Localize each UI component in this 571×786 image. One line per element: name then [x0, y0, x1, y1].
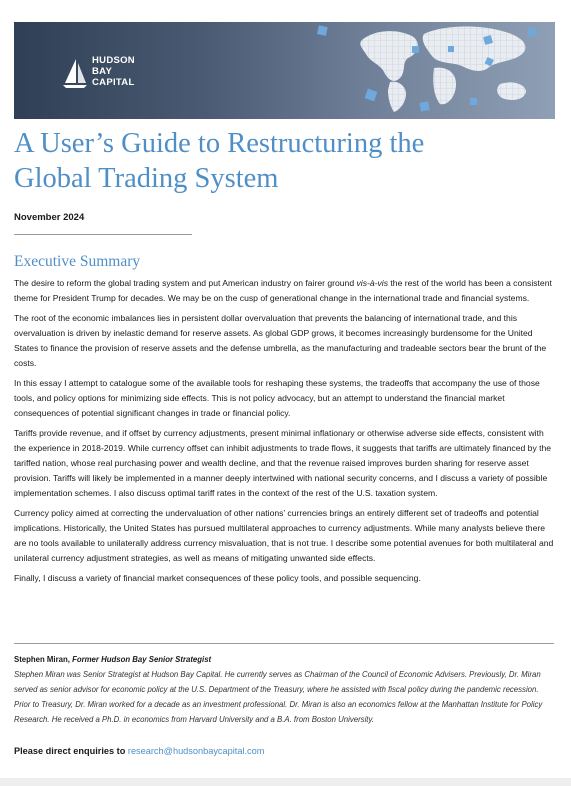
section-heading: Executive Summary	[14, 253, 141, 270]
document-title: A User’s Guide to Restructuring the Global Trading System	[14, 128, 425, 194]
paragraph-1-italic: vis-à-vis	[356, 278, 389, 288]
executive-summary-body	[14, 276, 555, 591]
page-bottom-band	[0, 778, 571, 786]
author-bio: Stephen Miran was Senior Strategist at Hudson Bay Capital. He currently serves as Chairman of the Council of Economic Advisers. Previously, Dr. Miran served as senior advisor for economic policy at the U.S. Department of the Treasury, where he assisted with fiscal policy during the pandemic recession. Prior to Treasury, Dr. Miran worked for a decade as an investment professional. Dr. Miran is also an economics fellow at the Manhattan Institute for Policy Research. He received a Ph.D. in economics from Harvard University and a B.A. from Boston University.	[14, 670, 543, 724]
paragraph-1-text-b: the rest of the world has been a consistent theme for President Trump for decades. We may be on the cusp of generational change in the international trade and financial systems.	[14, 278, 552, 303]
logo-wordmark	[92, 55, 135, 88]
logo-line-2: BAY	[92, 66, 113, 77]
author-block	[14, 652, 555, 727]
paragraph-4: Tariffs provide revenue, and if offset by currency adjustments, present minimal inflationary or otherwise adverse side effects, consistent with the experience in 2018-2019. While currency offset can inhibit adjustments to trade flows, it suggests that tariffs are ultimately financed by the tariffed nation, whose real purchasing power and wealth decline, and that the revenue raised improves burden sharing for reserve asset provision. Tariffs will likely be implemented in a manner deeply intertwined with national security concerns, and I discuss a variety of possible implementation schemes. I also discuss optimal tariff rates in the context of the rest of the U.S. taxation system.	[14, 428, 552, 498]
author-role: Former Hudson Bay Senior Strategist	[72, 655, 212, 664]
paragraph-1	[14, 276, 555, 306]
sailboat-logo-icon	[62, 57, 88, 89]
email-link[interactable]: research@hudsonbaycapital.com	[127, 746, 265, 756]
logo-line-3: CAPITAL	[92, 77, 135, 88]
publication-date: November 2024	[14, 212, 85, 223]
divider	[14, 643, 554, 644]
header-banner	[14, 22, 555, 119]
author-line	[14, 652, 555, 667]
divider	[14, 234, 192, 235]
paragraph-5: Currency policy aimed at correcting the undervaluation of other nations’ currencies brings an entirely different set of tradeoffs and potential implications. Historically, the United States has pursued multilateral approaches to currency adjustments. While many analysts believe there are no tools available to unilaterally address currency misvaluation, that is not true. I describe some potential avenues for both multilateral and unilateral currency adjustment strategies, as well as means of mitigating unwanted side effects.	[14, 508, 554, 563]
enquiries-label: Please direct enquiries to	[14, 746, 126, 756]
hudson-bay-logo	[62, 55, 142, 91]
enquiries-line	[14, 746, 264, 756]
paragraph-1-text-a: The desire to reform the global trading system and put American industry on fairer ground	[14, 278, 357, 288]
author-name: Stephen Miran,	[14, 655, 70, 664]
paragraph-6: Finally, I discuss a variety of financial market consequences of these policy tools, and possible sequencing.	[14, 573, 421, 583]
world-map-puzzle-icon	[284, 22, 555, 119]
paragraph-2: The root of the economic imbalances lies in persistent dollar overvaluation that prevents the balancing of international trade, and this overvaluation is driven by inelastic demand for reserve assets. As global GDP grows, it becomes increasingly burdensome for the United States to finance the provision of reserve assets and the defense umbrella, as the manufacturing and tradeable sectors bear the brunt of the costs.	[14, 313, 547, 368]
paragraph-3: In this essay I attempt to catalogue some of the available tools for reshaping these systems, the tradeoffs that accompany the use of those tools, and policy options for minimizing side effects. This is not policy advocacy, but an attempt to understand the financial market consequences of potential significant changes in trade or financial policy.	[14, 378, 540, 418]
logo-line-1: HUDSON	[92, 55, 135, 66]
